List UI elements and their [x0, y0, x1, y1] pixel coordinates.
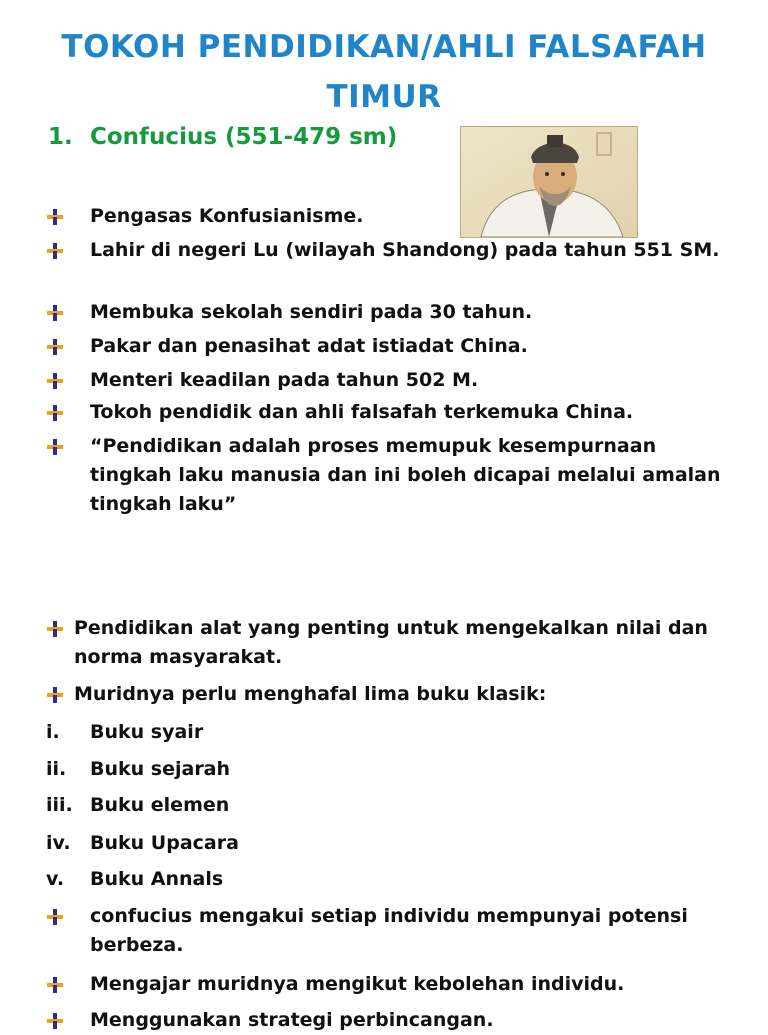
- bullet-item: Menteri keadilan pada tahun 502 M.: [90, 369, 479, 391]
- bullet-icon: [46, 372, 64, 390]
- bullet-icon: [46, 208, 64, 226]
- book-number: ii.: [46, 758, 67, 780]
- heading-text: Confucius (551-479 sm): [90, 124, 398, 150]
- bullet-item: Mengajar muridnya mengikut kebolehan individu.: [90, 973, 625, 995]
- bullet-item: Pengasas Konfusianisme.: [90, 205, 364, 227]
- bullet-icon: [46, 976, 64, 994]
- bullet-icon: [46, 438, 64, 456]
- bullet-item: Lahir di negeri Lu (wilayah Shandong) pada tahun 551 SM.: [90, 239, 720, 261]
- bullet-item: Tokoh pendidik dan ahli falsafah terkemuka China.: [90, 401, 634, 423]
- book-number: i.: [46, 721, 60, 743]
- bullet-item: confucius mengakui setiap individu mempunyai potensi berbeza.: [90, 905, 688, 956]
- heading-number: 1.: [48, 124, 73, 150]
- book-number: v.: [46, 868, 65, 890]
- book-label: Buku elemen: [90, 794, 230, 816]
- bullet-item: Membuka sekolah sendiri pada 30 tahun.: [90, 301, 533, 323]
- bullet-icon: [46, 404, 64, 422]
- title-line-1: TOKOH PENDIDIKAN/AHLI FALSAFAH: [61, 29, 707, 65]
- book-number: iii.: [46, 794, 73, 816]
- bullet-item: Pendidikan alat yang penting untuk mengekalkan nilai dan norma masyarakat.: [74, 617, 708, 668]
- bullet-item: Muridnya perlu menghafal lima buku klasik:: [74, 683, 547, 705]
- book-label: Buku Upacara: [90, 832, 239, 854]
- bullet-item: “Pendidikan adalah proses memupuk kesempurnaan tingkah laku manusia dan ini boleh dicapai melalui amalan tingkah laku”: [90, 435, 721, 515]
- bullet-icon: [46, 620, 64, 638]
- bullet-icon: [46, 1012, 64, 1030]
- bullet-icon: [46, 304, 64, 322]
- bullet-icon: [46, 908, 64, 926]
- book-label: Buku Annals: [90, 868, 224, 890]
- book-label: Buku sejarah: [90, 758, 231, 780]
- bullet-icon: [46, 338, 64, 356]
- bullet-icon: [46, 242, 64, 260]
- page-title: [0, 22, 768, 122]
- title-line-2: TIMUR: [326, 79, 442, 115]
- bullet-icon: [46, 686, 64, 704]
- bullet-item: Pakar dan penasihat adat istiadat China.: [90, 335, 528, 357]
- book-number: iv.: [46, 832, 71, 854]
- bullet-item: Menggunakan strategi perbincangan.: [90, 1009, 494, 1031]
- book-label: Buku syair: [90, 721, 204, 743]
- section-heading: [48, 124, 397, 150]
